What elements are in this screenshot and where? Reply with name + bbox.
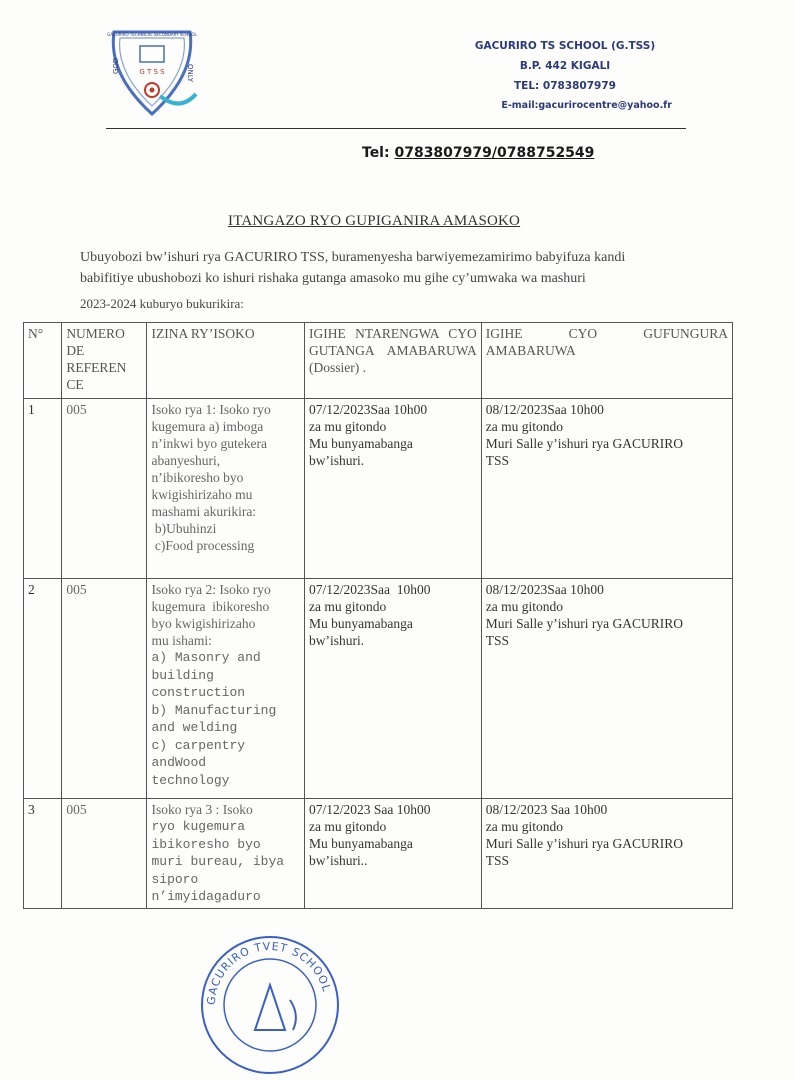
tender-table — [23, 322, 733, 909]
row-opening — [481, 399, 732, 579]
deadline-line: bw’ishuri.. — [309, 853, 368, 868]
deadline-line: Mu bunyamabanga — [309, 616, 413, 631]
row-reference: 005 — [62, 579, 147, 799]
name-line: byo kwigishirizaho — [151, 616, 256, 631]
name-line: mu ishami: — [151, 633, 212, 648]
school-phone: TEL: 0783807979 — [514, 80, 616, 92]
name-line: muri bureau, ibya — [151, 854, 285, 869]
name-line: technology — [151, 772, 230, 788]
opening-line: Muri Salle y’ishuri rya GACURIRO — [485, 836, 683, 851]
name-line: Isoko rya 3 : Isoko — [151, 802, 253, 817]
row-deadline — [305, 799, 482, 909]
deadline-line: za mu gitondo — [309, 819, 387, 834]
header-divider — [106, 128, 686, 129]
name-line: ibikoresho byo — [151, 836, 261, 852]
name-line: c) carpentry — [151, 737, 246, 753]
opening-line: 08/12/2023 Saa 10h00 — [485, 802, 608, 817]
svg-text:ONLY: ONLY — [186, 64, 194, 82]
name-line: n’imyidagaduro — [151, 889, 261, 904]
table-row — [24, 399, 733, 579]
school-logo — [100, 24, 204, 120]
svg-text:GACURIRO TVET SCHOOL: GACURIRO TVET SCHOOL — [204, 939, 334, 1006]
opening-line: 08/12/2023Saa 10h00 — [485, 402, 604, 417]
name-line: Isoko rya 1: Isoko ryo — [151, 402, 271, 417]
name-line: b) Manufacturing — [151, 702, 277, 718]
name-line: b)Ubuhinzi — [151, 521, 217, 536]
name-line: c)Food processing — [151, 538, 255, 553]
intro-paragraph — [80, 247, 720, 289]
row-number: 3 — [24, 799, 62, 909]
notice-title: ITANGAZO RYO GUPIGANIRA AMASOKO — [228, 213, 521, 229]
svg-text:GOD: GOD — [112, 57, 120, 74]
row-opening — [481, 579, 732, 799]
deadline-line: bw’ishuri. — [309, 453, 365, 468]
telephone-numbers: 0783807979/0788752549 — [394, 145, 595, 161]
name-line: siporo — [151, 871, 199, 887]
deadline-line: bw’ishuri. — [309, 633, 365, 648]
table-row — [24, 799, 733, 909]
opening-line: za mu gitondo — [485, 819, 563, 834]
name-line: ryo kugemura — [151, 819, 246, 834]
name-line: n’ibikoresho byo — [151, 470, 244, 485]
row-opening — [481, 799, 732, 909]
name-line: Isoko rya 2: Isoko ryo — [151, 582, 271, 597]
deadline-line: 07/12/2023Saa 10h00 — [309, 402, 428, 417]
deadline-line: 07/12/2023Saa 10h00 — [309, 582, 431, 597]
intro-line: babifitiye ubushobozi ko ishuri rishaka gutanga amasoko mu gihe cy’umwaka wa mashuri — [80, 271, 586, 286]
header-tender-name: IZINA RY’ISOKO — [147, 323, 305, 399]
name-line: n’inkwi byo gutekera — [151, 436, 267, 451]
telephone-label: Tel: — [362, 145, 395, 161]
deadline-line: za mu gitondo — [309, 419, 387, 434]
intro-line: Ubuyobozi bw’ishuri rya GACURIRO TSS, buramenyesha barwiyemezamirimo babyifuza kandi — [80, 250, 626, 265]
deadline-line: Mu bunyamabanga — [309, 836, 413, 851]
table-row — [24, 579, 733, 799]
name-line: construction — [151, 685, 246, 700]
deadline-line: Mu bunyamabanga — [309, 436, 413, 451]
school-email: E-mail:gacurirocentre@yahoo.fr — [501, 100, 672, 111]
intro-year-line: 2023-2024 kuburyo bukurikira: — [80, 296, 244, 311]
row-deadline — [305, 579, 482, 799]
school-stamp — [195, 930, 345, 1080]
row-tender-name — [147, 399, 305, 579]
row-deadline — [305, 399, 482, 579]
name-line: kugemura ibikoresho — [151, 599, 270, 614]
table-header-row — [24, 323, 733, 399]
opening-line: Muri Salle y’ishuri rya GACURIRO — [485, 616, 683, 631]
opening-line: Muri Salle y’ishuri rya GACURIRO — [485, 436, 683, 451]
school-name: GACURIRO TS SCHOOL (G.TSS) — [474, 40, 656, 52]
deadline-line: za mu gitondo — [309, 599, 387, 614]
name-line: mashami akurikira: — [151, 504, 257, 519]
name-line: building — [151, 667, 214, 683]
opening-line: za mu gitondo — [485, 419, 563, 434]
name-line: andWood — [151, 755, 207, 770]
row-tender-name — [147, 799, 305, 909]
opening-line: TSS — [485, 633, 509, 648]
name-line: a) Masonry and — [151, 650, 261, 665]
header-deadline: IGIHE NTARENGWA CYO GUTANGA AMABARUWA (Dossier) . — [305, 323, 482, 399]
svg-text:G T S S: G T S S — [139, 68, 165, 76]
name-line: and welding — [151, 720, 238, 735]
row-reference: 005 — [62, 399, 147, 579]
svg-text:GACURIRO TECHNICAL SECONDARY S: GACURIRO TECHNICAL SECONDARY SCHOOL — [107, 32, 197, 37]
postal-box: B.P. 442 KIGALI — [519, 60, 611, 72]
header-reference: NUMERO DE REFEREN CE — [62, 323, 147, 399]
telephone-line — [362, 145, 594, 161]
header-opening: IGIHE CYO GUFUNGURA AMABARUWA — [481, 323, 732, 399]
name-line: kwigishirizaho mu — [151, 487, 253, 502]
name-line: kugemura a) imboga — [151, 419, 264, 434]
opening-line: za mu gitondo — [485, 599, 563, 614]
opening-line: TSS — [485, 853, 509, 868]
header-number: N° — [24, 323, 62, 399]
opening-line: 08/12/2023Saa 10h00 — [485, 582, 604, 597]
row-reference: 005 — [62, 799, 147, 909]
school-contact-block — [440, 36, 690, 116]
deadline-line: 07/12/2023 Saa 10h00 — [309, 802, 431, 817]
row-tender-name — [147, 579, 305, 799]
opening-line: TSS — [485, 453, 509, 468]
name-line: abanyeshuri, — [151, 453, 221, 468]
row-number: 2 — [24, 579, 62, 799]
row-number: 1 — [24, 399, 62, 579]
